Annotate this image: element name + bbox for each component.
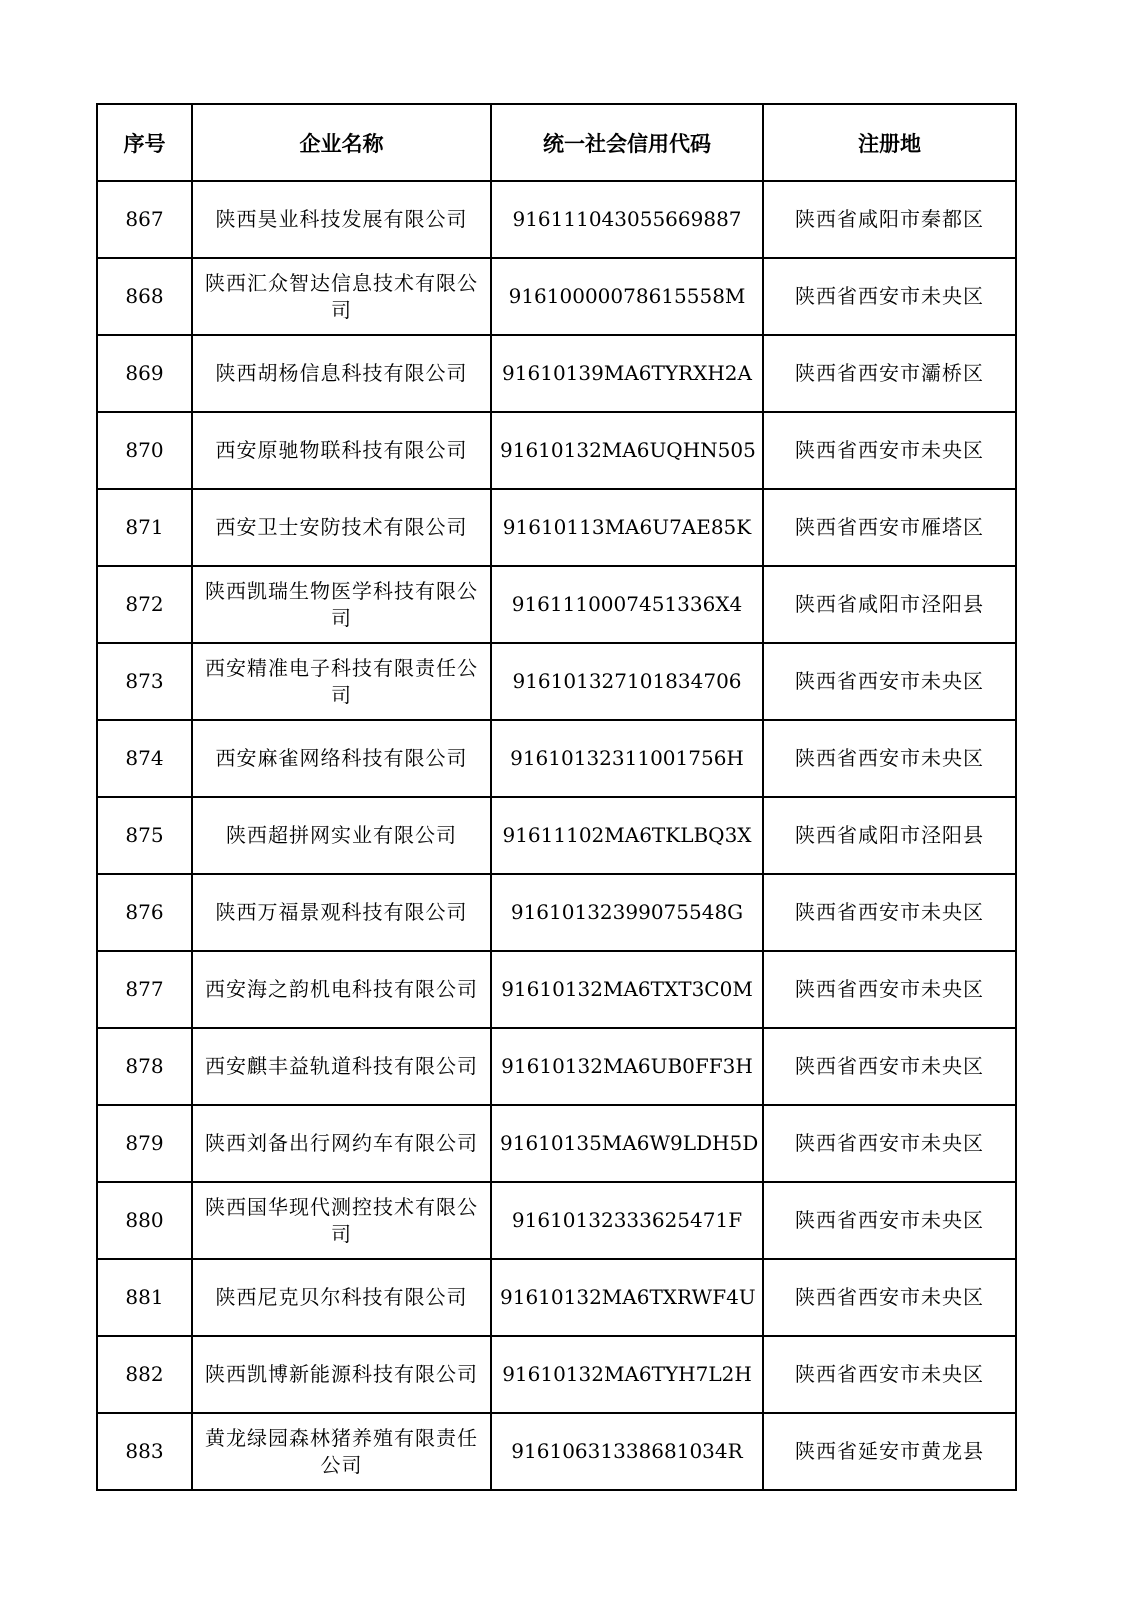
cell-company-name: 陕西昊业科技发展有限公司 bbox=[192, 181, 491, 258]
table-row bbox=[97, 489, 1016, 566]
cell-serial-number: 881 bbox=[97, 1259, 192, 1336]
table-row bbox=[97, 1028, 1016, 1105]
table-row bbox=[97, 335, 1016, 412]
table-row bbox=[97, 951, 1016, 1028]
cell-registered-address: 陕西省西安市未央区 bbox=[763, 1259, 1016, 1336]
cell-serial-number: 882 bbox=[97, 1336, 192, 1413]
table-row bbox=[97, 1336, 1016, 1413]
table-row bbox=[97, 1105, 1016, 1182]
cell-registered-address: 陕西省西安市未央区 bbox=[763, 1028, 1016, 1105]
cell-company-name: 陕西凯博新能源科技有限公司 bbox=[192, 1336, 491, 1413]
cell-serial-number: 871 bbox=[97, 489, 192, 566]
cell-registered-address: 陕西省西安市雁塔区 bbox=[763, 489, 1016, 566]
table-row bbox=[97, 1182, 1016, 1259]
cell-serial-number: 872 bbox=[97, 566, 192, 643]
cell-serial-number: 875 bbox=[97, 797, 192, 874]
cell-serial-number: 870 bbox=[97, 412, 192, 489]
enterprise-table bbox=[96, 103, 1017, 1491]
cell-registered-address: 陕西省西安市未央区 bbox=[763, 1105, 1016, 1182]
cell-company-name: 西安精准电子科技有限责任公司 bbox=[192, 643, 491, 720]
table-row bbox=[97, 874, 1016, 951]
cell-credit-code: 91610631338681034R bbox=[491, 1413, 763, 1490]
cell-serial-number: 880 bbox=[97, 1182, 192, 1259]
cell-credit-code: 91610132MA6TYH7L2H bbox=[491, 1336, 763, 1413]
cell-registered-address: 陕西省延安市黄龙县 bbox=[763, 1413, 1016, 1490]
cell-serial-number: 883 bbox=[97, 1413, 192, 1490]
cell-credit-code: 916111043055669887 bbox=[491, 181, 763, 258]
cell-serial-number: 878 bbox=[97, 1028, 192, 1105]
table-row bbox=[97, 797, 1016, 874]
table-row bbox=[97, 258, 1016, 335]
cell-company-name: 西安麒丰益轨道科技有限公司 bbox=[192, 1028, 491, 1105]
cell-serial-number: 873 bbox=[97, 643, 192, 720]
cell-company-name: 西安海之韵机电科技有限公司 bbox=[192, 951, 491, 1028]
cell-registered-address: 陕西省西安市灞桥区 bbox=[763, 335, 1016, 412]
cell-serial-number: 877 bbox=[97, 951, 192, 1028]
cell-credit-code: 916101327101834706 bbox=[491, 643, 763, 720]
cell-serial-number: 879 bbox=[97, 1105, 192, 1182]
cell-credit-code: 91610000078615558M bbox=[491, 258, 763, 335]
cell-serial-number: 869 bbox=[97, 335, 192, 412]
cell-company-name: 陕西汇众智达信息技术有限公司 bbox=[192, 258, 491, 335]
table-row bbox=[97, 412, 1016, 489]
cell-registered-address: 陕西省西安市未央区 bbox=[763, 720, 1016, 797]
cell-registered-address: 陕西省西安市未央区 bbox=[763, 258, 1016, 335]
cell-company-name: 陕西凯瑞生物医学科技有限公司 bbox=[192, 566, 491, 643]
cell-company-name: 陕西万福景观科技有限公司 bbox=[192, 874, 491, 951]
cell-credit-code: 91610132311001756H bbox=[491, 720, 763, 797]
cell-company-name: 陕西胡杨信息科技有限公司 bbox=[192, 335, 491, 412]
cell-registered-address: 陕西省西安市未央区 bbox=[763, 1182, 1016, 1259]
cell-registered-address: 陕西省西安市未央区 bbox=[763, 412, 1016, 489]
cell-credit-code: 91610135MA6W9LDH5D bbox=[491, 1105, 763, 1182]
cell-credit-code: 91610132MA6UB0FF3H bbox=[491, 1028, 763, 1105]
cell-credit-code: 91610132MA6UQHN505 bbox=[491, 412, 763, 489]
table-header-row bbox=[97, 104, 1016, 181]
cell-credit-code: 91610132399075548G bbox=[491, 874, 763, 951]
table-row bbox=[97, 566, 1016, 643]
cell-company-name: 西安卫士安防技术有限公司 bbox=[192, 489, 491, 566]
cell-company-name: 西安原驰物联科技有限公司 bbox=[192, 412, 491, 489]
header-serial-number: 序号 bbox=[97, 104, 192, 181]
table-row bbox=[97, 1413, 1016, 1490]
cell-registered-address: 陕西省咸阳市泾阳县 bbox=[763, 566, 1016, 643]
cell-serial-number: 874 bbox=[97, 720, 192, 797]
cell-credit-code: 91610139MA6TYRXH2A bbox=[491, 335, 763, 412]
table-row bbox=[97, 643, 1016, 720]
header-registered-address: 注册地 bbox=[763, 104, 1016, 181]
cell-company-name: 陕西尼克贝尔科技有限公司 bbox=[192, 1259, 491, 1336]
cell-registered-address: 陕西省西安市未央区 bbox=[763, 874, 1016, 951]
cell-company-name: 西安麻雀网络科技有限公司 bbox=[192, 720, 491, 797]
table-row bbox=[97, 1259, 1016, 1336]
cell-company-name: 陕西刘备出行网约车有限公司 bbox=[192, 1105, 491, 1182]
cell-company-name: 陕西超拼网实业有限公司 bbox=[192, 797, 491, 874]
cell-credit-code: 91611102MA6TKLBQ3X bbox=[491, 797, 763, 874]
cell-serial-number: 868 bbox=[97, 258, 192, 335]
cell-company-name: 陕西国华现代测控技术有限公司 bbox=[192, 1182, 491, 1259]
cell-company-name: 黄龙绿园森林猪养殖有限责任公司 bbox=[192, 1413, 491, 1490]
header-credit-code: 统一社会信用代码 bbox=[491, 104, 763, 181]
cell-registered-address: 陕西省西安市未央区 bbox=[763, 1336, 1016, 1413]
table-row bbox=[97, 181, 1016, 258]
header-company-name: 企业名称 bbox=[192, 104, 491, 181]
cell-registered-address: 陕西省咸阳市泾阳县 bbox=[763, 797, 1016, 874]
cell-credit-code: 9161110007451336X4 bbox=[491, 566, 763, 643]
cell-credit-code: 91610132MA6TXT3C0M bbox=[491, 951, 763, 1028]
cell-registered-address: 陕西省西安市未央区 bbox=[763, 643, 1016, 720]
cell-credit-code: 91610132MA6TXRWF4U bbox=[491, 1259, 763, 1336]
cell-credit-code: 91610113MA6U7AE85K bbox=[491, 489, 763, 566]
cell-registered-address: 陕西省咸阳市秦都区 bbox=[763, 181, 1016, 258]
cell-registered-address: 陕西省西安市未央区 bbox=[763, 951, 1016, 1028]
table-row bbox=[97, 720, 1016, 797]
cell-credit-code: 91610132333625471F bbox=[491, 1182, 763, 1259]
cell-serial-number: 867 bbox=[97, 181, 192, 258]
cell-serial-number: 876 bbox=[97, 874, 192, 951]
